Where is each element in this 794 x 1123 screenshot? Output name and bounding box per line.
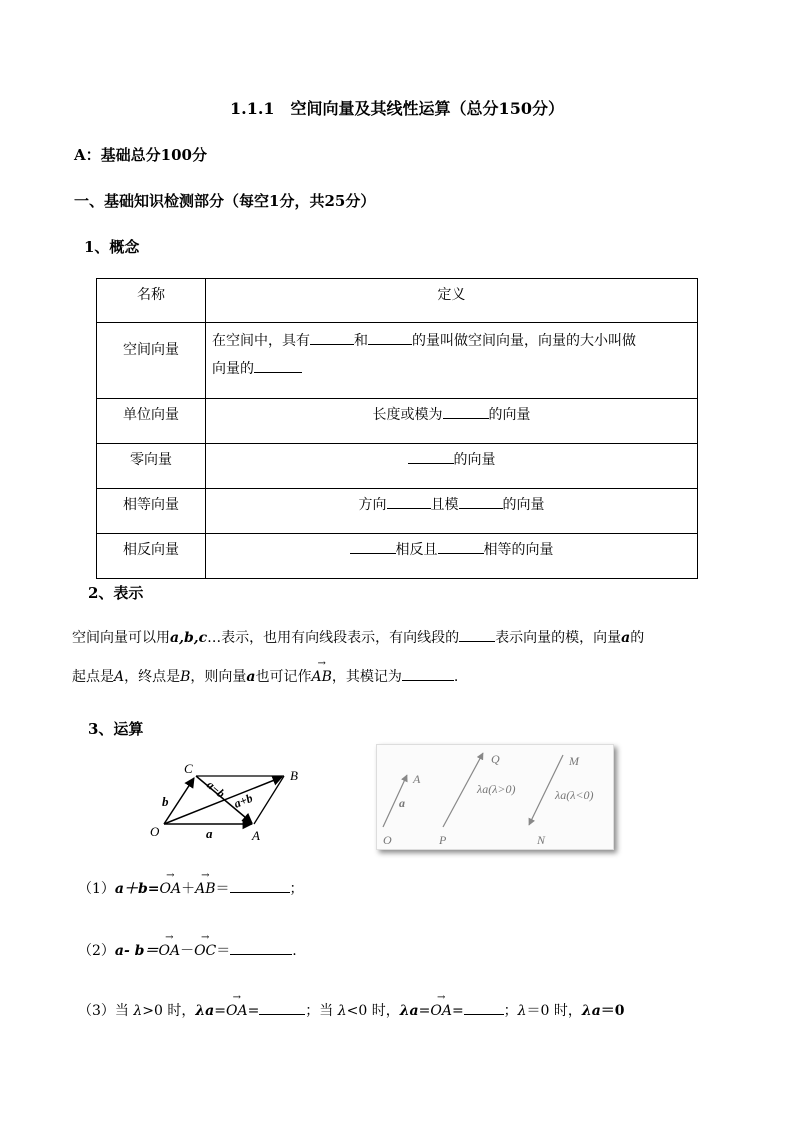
label-n: N [537, 833, 546, 847]
operator: = [418, 1003, 431, 1019]
answer-blank[interactable] [230, 879, 290, 893]
label-a-minus-b: a−b [204, 777, 228, 801]
text: . [453, 669, 459, 685]
table-row [97, 444, 698, 489]
formula-2 [78, 940, 297, 960]
def-text: 长度或模为 [372, 407, 443, 423]
row-def [206, 534, 698, 579]
table-row [97, 489, 698, 534]
formula-number: （2） [78, 943, 115, 959]
math-expression: λa [399, 1003, 419, 1019]
math-symbol: λ [337, 1003, 347, 1019]
label-b-point: B [290, 768, 298, 783]
vector-b-arrow [164, 778, 194, 824]
label-m: M [569, 754, 579, 768]
text: 当 [114, 1003, 134, 1019]
representation-line-2 [72, 666, 458, 686]
math-symbol: a [621, 630, 631, 646]
formula-1 [78, 878, 304, 898]
answer-blank[interactable] [350, 540, 396, 554]
text: >0 时， [142, 1003, 196, 1019]
vector-ab: → AB [195, 881, 215, 897]
vector-oa: → OA [430, 1003, 452, 1019]
math-symbol: a [246, 669, 256, 685]
math-expression: λa [195, 1003, 215, 1019]
answer-blank[interactable] [459, 628, 495, 642]
math-expression: a＋b= [114, 881, 160, 897]
def-text: 的向量 [453, 452, 496, 468]
label-a-point: A [252, 828, 260, 843]
answer-blank[interactable] [438, 540, 484, 554]
vector-oa: → OA [158, 943, 180, 959]
page-title: 1.1.1 空间向量及其线性运算（总分150分） [230, 99, 564, 118]
label-o: O [383, 833, 392, 847]
concept-heading: 1、概念 [84, 238, 140, 256]
text: ＝0 [600, 1003, 625, 1019]
math-symbol: λ [517, 1003, 527, 1019]
side-ba [254, 776, 284, 824]
def-text: 且模 [430, 497, 459, 513]
answer-blank[interactable] [408, 450, 454, 464]
text: 的 [630, 630, 645, 646]
text: ； [503, 1003, 518, 1019]
label-q: Q [491, 752, 500, 766]
row-name: 单位向量 [97, 399, 206, 444]
table-row [97, 399, 698, 444]
def-text: 的向量 [488, 407, 531, 423]
def-text: 在空间中，具有 [212, 333, 310, 349]
label-a-vector: a [206, 826, 213, 841]
row-name: 零向量 [97, 444, 206, 489]
def-text: 的向量 [502, 497, 545, 513]
def-text: 相反且 [395, 542, 438, 558]
label-a-vector: a [399, 796, 405, 810]
formula-number: （3） [78, 1003, 115, 1019]
answer-blank[interactable] [310, 331, 354, 345]
math-symbol: λ [133, 1003, 143, 1019]
row-def [206, 323, 698, 399]
vector-a-plus-b-arrow [164, 777, 282, 824]
text: 空间向量可以用 [72, 630, 170, 646]
def-text: 方向 [358, 497, 387, 513]
formula-3 [78, 1000, 625, 1020]
row-name: 相反向量 [97, 534, 206, 579]
text: ；当 [305, 1003, 338, 1019]
answer-blank[interactable] [368, 331, 412, 345]
row-name: 相等向量 [97, 489, 206, 534]
math-symbol: B [180, 669, 191, 685]
scalar-multiplication-figure [376, 744, 614, 850]
math-expression: λa [581, 1003, 601, 1019]
operator: ＋ [181, 881, 196, 897]
text: …表示，也用有向线段表示，有向线段的 [207, 630, 460, 646]
vector-ab: → AB [312, 669, 332, 685]
label-a-point: A [413, 772, 421, 786]
vector-oa: → OA [226, 1003, 248, 1019]
header-name: 名称 [97, 279, 206, 323]
math-expression: a- b＝ [114, 943, 159, 959]
table-header-row [97, 279, 698, 323]
answer-blank[interactable] [230, 941, 292, 955]
part-one-heading: 一、基础知识检测部分（每空1分，共25分） [74, 192, 376, 210]
text: 起点是 [72, 669, 114, 685]
operator: ＝ [215, 881, 230, 897]
answer-blank[interactable] [387, 495, 431, 509]
concept-table [96, 278, 698, 579]
table-row [97, 534, 698, 579]
label-b-vector: b [162, 794, 169, 809]
punctuation: . [292, 943, 297, 959]
row-def [206, 399, 698, 444]
label-lambda-a-positive: λa(λ>0) [477, 782, 516, 796]
def-text: 的量叫做空间向量，向量的大小叫做 [412, 333, 636, 349]
formula-number: （1） [78, 881, 115, 897]
label-c: C [184, 761, 193, 776]
label-lambda-a-negative: λa(λ<0) [555, 788, 594, 802]
label-o: O [150, 824, 160, 839]
text: ，其模记为 [331, 669, 402, 685]
table-row [97, 323, 698, 399]
operations-heading: 3、运算 [88, 720, 144, 738]
text: ，则向量 [190, 669, 247, 685]
operator: = [214, 1003, 226, 1019]
operator: ＝ [216, 943, 231, 959]
text: ，终点是 [124, 669, 181, 685]
answer-blank[interactable] [259, 1001, 305, 1015]
operator: = [247, 1003, 260, 1019]
math-symbol: a,b,c [170, 630, 208, 646]
answer-blank[interactable] [443, 405, 489, 419]
answer-blank[interactable] [402, 667, 454, 681]
text: 表示向量的模，向量 [495, 630, 622, 646]
answer-blank[interactable] [254, 359, 302, 373]
operator: － [180, 943, 195, 959]
representation-heading: 2、表示 [88, 584, 144, 602]
def-text: 向量的 [212, 361, 254, 377]
vector-oa: → OA [160, 881, 182, 897]
representation-line-1 [72, 627, 644, 647]
vector-oc: → OC [194, 943, 216, 959]
parallelogram-diagram [140, 756, 330, 852]
label-p: P [439, 833, 447, 847]
row-name: 空间向量 [97, 323, 206, 399]
row-def [206, 489, 698, 534]
operator: = [451, 1003, 464, 1019]
text: <0 时， [346, 1003, 400, 1019]
text: ＝0 时， [526, 1003, 582, 1019]
row-def [206, 444, 698, 489]
answer-blank[interactable] [464, 1001, 504, 1015]
punctuation: ； [289, 881, 304, 897]
header-def: 定义 [206, 279, 698, 323]
text: 也可记作 [255, 669, 312, 685]
scalar-multiplication-diagram [377, 745, 613, 849]
label-a-plus-b: a+b [231, 790, 255, 811]
section-a-heading: A：基础总分100分 [74, 146, 207, 164]
math-symbol: A [114, 669, 125, 685]
answer-blank[interactable] [459, 495, 503, 509]
def-text: 相等的向量 [483, 542, 554, 558]
def-text: 和 [354, 333, 368, 349]
